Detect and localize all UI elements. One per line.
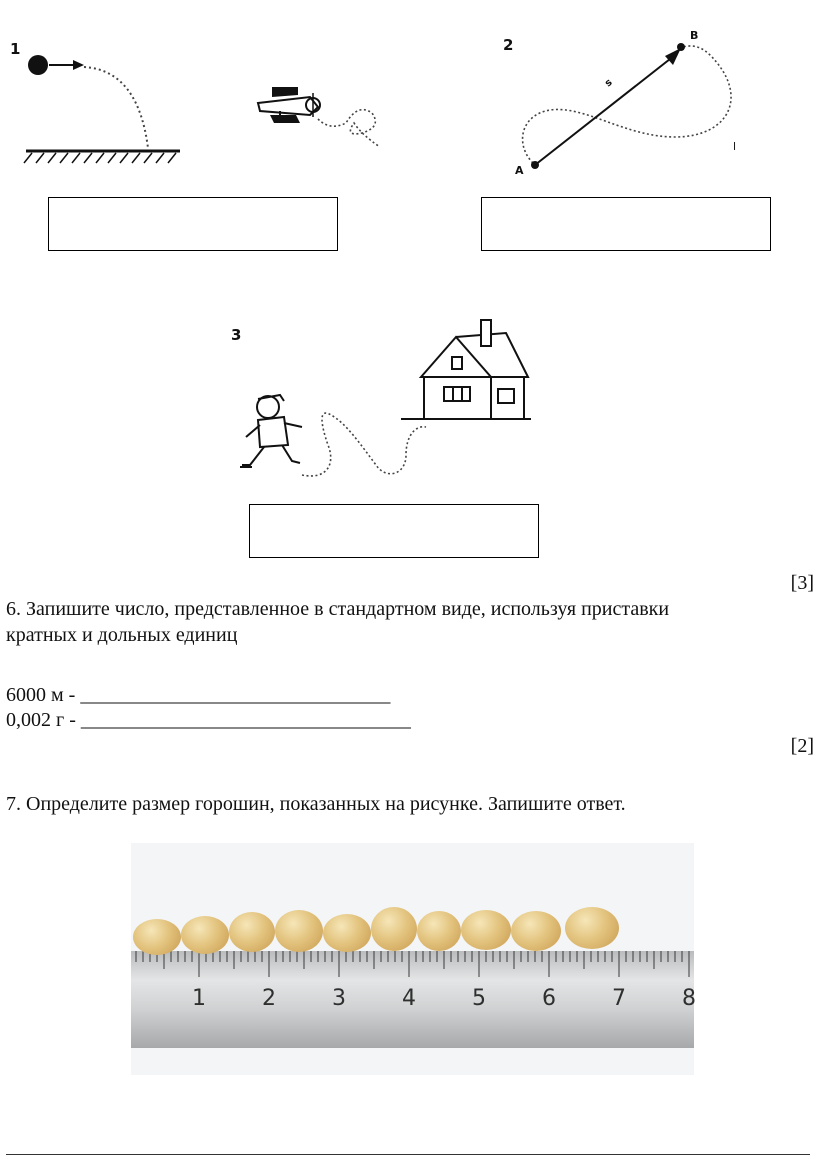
answer-box-1[interactable] <box>48 197 338 251</box>
pea <box>461 910 511 950</box>
point-b-label: B <box>690 29 699 42</box>
ruler-label: 3 <box>332 986 346 1011</box>
displacement-label: s <box>603 77 615 90</box>
page-bottom-rule <box>6 1154 810 1155</box>
question-6-text-line1: 6. Запишите число, представленное в стандартном виде, используя приставки <box>6 598 670 620</box>
question-7-text: 7. Определите размер горошин, показанных на рисунке. Запишите ответ. <box>6 793 626 815</box>
peas-ruler-photo <box>131 843 694 1075</box>
pea <box>565 907 619 949</box>
ruler-label: 5 <box>472 986 486 1011</box>
figure-1-number: 1 <box>10 40 21 58</box>
figure-1-ball-trajectory <box>18 45 188 180</box>
pea <box>275 910 323 952</box>
ruler-label: 6 <box>542 986 556 1011</box>
airplane-loop-drawing <box>250 75 390 160</box>
question-6-answer-line2[interactable]: 0,002 г - _________________________________ <box>6 709 411 731</box>
answer-box-2[interactable] <box>481 197 771 251</box>
answer-box-3[interactable] <box>249 504 539 558</box>
score-q6: [2] <box>790 735 814 757</box>
ruler-label: 8 <box>682 986 696 1011</box>
ruler <box>131 951 694 1048</box>
pea <box>511 911 561 951</box>
point-a-label: A <box>515 164 524 177</box>
ruler-label: 7 <box>612 986 626 1011</box>
ruler-label: 1 <box>192 986 206 1011</box>
pea <box>181 916 229 954</box>
question-6-text-line2: кратных и дольных единиц <box>6 624 238 646</box>
score-q5: [3] <box>790 572 814 594</box>
ruler-label: 2 <box>262 986 276 1011</box>
pea <box>417 911 461 951</box>
ruler-scale <box>131 951 694 1048</box>
figure-3-boy-house-drawing <box>236 315 536 490</box>
question-6-answer-line1[interactable]: 6000 м - _______________________________ <box>6 684 391 706</box>
pea <box>133 919 181 955</box>
pea <box>229 912 275 952</box>
ruler-label: 4 <box>402 986 416 1011</box>
figure-2-number: 2 <box>503 36 514 54</box>
path-label: l <box>733 140 737 153</box>
figure-2-displacement-diagram <box>505 25 750 185</box>
pea <box>371 907 417 951</box>
pea <box>323 914 371 952</box>
figure-3-number: 3 <box>231 326 242 344</box>
